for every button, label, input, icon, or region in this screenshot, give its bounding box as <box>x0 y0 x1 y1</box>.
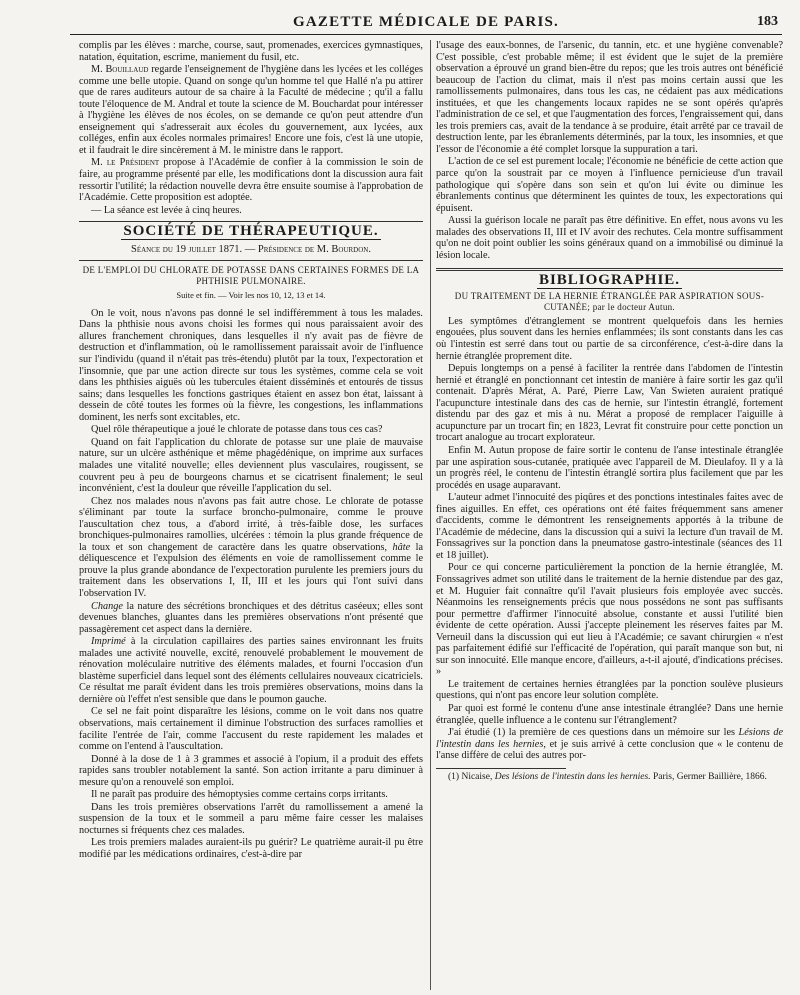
footnote-text: Paris, Germer Baillière, 1866. <box>650 771 767 782</box>
emphasis: hâte <box>392 541 411 553</box>
paragraph: Quand on fait l'application du chlorate de potasse sur une plaie de mauvaise nature, sur un ulcère asthénique et même phagédénique, on imprime aux surfaces malades une vitalité nouvelle; elles deviennent plus vasculaires, rougissent, se couvrent peu à peu de bourgeons charnus et se cicatrisent finalement; le seul inconvénient, c'est la douleur que réveille l'application du sel. <box>79 436 423 495</box>
section-title <box>436 272 783 289</box>
paragraph-text: , et je suis arrivé à cette conclusion que « le contenu de l'anse diffère de celui des autres por- <box>436 738 783 762</box>
paragraph-text: propose à l'Académie de confier à la commission le soin de faire, au programme présenté par elle, les modifications dont la discussion aura fait ressortir l'utilité; la rédaction nouvelle devra être ensuite soumise à l'approbation de l'Académie. Cette proposition est adoptée. <box>79 157 423 204</box>
paragraph-text: J'ai étudié (1) la première de ces questions dans un mémoire sur les <box>448 727 739 739</box>
paragraph: Dans les trois premières observations l'arrêt du ramollissement a amené la suspension de la toux et le sommeil a paru même faire cesser les malaises nocturnes si fréquents chez ces malades. <box>79 801 423 836</box>
paragraph: — La séance est levée à cinq heures. <box>91 204 242 216</box>
paragraph: On le voit, nous n'avons pas donné le sel indifféremment à tous les malades. Dans la phthisie nous avons choisi les formes qui nous paraissaient avoir des allures franchement chroniques, dans lesquelles il n'y avait pas de fièvre de destruction et d'inflammation, où le ramollissement paraissait avoir de l'influence sur l'individu (quand il n'était pas très-étendu) plutôt par la toux, l'expectoration et l'insomnie, que par une action directe sur tous les systèmes, comme cela se voit dans les phthisies aiguës où les tubercules étaient disséminés et entourés de tissus sains; dans lesquelles les fonctions gastriques étaient en assez bon état, laissant à dessein de côté toutes les formes où la fièvre, les congestions, les inflammations dominent, les nerfs sont excitables, etc. <box>79 307 423 423</box>
paragraph <box>79 64 423 156</box>
paragraph-text: regarde l'enseignement de l'hygiène dans les lycées et les colléges comme une belle utopie. Quand on songe qu'un homme tel que Hallé n'a pu attirer que de rares auditeurs autour de sa chaire à la Faculté de médecine ; qu'il a fallu toute l'éloquence de M. Andral et toute la science de M. Bouchardat pour intéresser à l'hygiène les élèves de nos écoles, on se demande ce qu'on peut attendre d'un enseignement qui s'adresserait aux écoles du gouvernement, aux lycées, aux colléges, enfin aux écoles normales primaires! Encore une fois, c'est là une utopie, et il faudrait le dire sincèrement à M. le ministre dans le rapport. <box>79 64 423 156</box>
paragraph: L'auteur admet l'innocuité des piqûres et des ponctions intestinales faites avec de fines aiguilles. En effet, ces opérations ont été faites fréquemment sans amener d'accidents, comme le démontrent les renseignements apportés à la tribune de l'Académie de médecine, dans la discussion qui a suivi la lecture d'un travail de M. Fonssagrives sur la ponction dans la pneumatose gastro-intestinale (séances des 11 et 18 juillet). <box>436 492 783 561</box>
speaker-name: M. le Président <box>91 157 160 169</box>
page-header <box>70 12 782 35</box>
paragraph: Donné à la dose de 1 à 3 grammes et associé à l'opium, il a produit des effets rapides sans troubler notablement la santé. Son action irritante a paru diminuer à mesure qu'on a renouvelé son emploi. <box>79 753 423 788</box>
article-title: DE L'EMPLOI DU CHLORATE DE POTASSE DANS CERTAINES FORMES DE LA PHTHISIE PULMONAIRE. <box>82 265 420 287</box>
emphasis: Lésions de l'intestin dans les hernies <box>436 727 783 750</box>
continuation-note: Suite et fin. — Voir les nos 10, 12, 13 et 14. <box>176 290 326 301</box>
paragraph: Les symptômes d'étranglement se montrent quelquefois dans les hernies engouées, plus souvent dans les hernies enflammées; ils sont constants dans les cas où l'intestin est serré dans tout ou partie de sa circonférence, c'est-à-dire dans la hernie étranglée proprement dite. <box>436 315 783 362</box>
paragraph <box>436 727 783 762</box>
speaker-name: M. Bouillaud <box>91 64 149 76</box>
paragraph: Le traitement de certaines hernies étranglées par la ponction soulève plusieurs questions, qui n'ont pas encore leur solution complète. <box>436 678 783 702</box>
paragraph: Enfin M. Autun propose de faire sortir le contenu de l'anse intestinale étranglée par une aspiration sous-cutanée, pratiquée avec l'appareil de M. Dieulafoy. Il y a là un progrès réel, le contenu de l'intestin étranglé sortira plus facilement que par les procédés en usage auparavant. <box>436 444 783 491</box>
paragraph: L'action de ce sel est purement locale; l'économie ne bénéficie de cette action que parce qu'on la soustrait par ce moyen à l'influence pernicieuse d'un travail pathologique qui s'opère dans son sein et qu'on lui évite ou diminue les ébranlements continus que déterminent les quintes de toux, les expectorations qui épuisent. <box>436 156 783 214</box>
paragraph <box>79 496 423 600</box>
session-line-text: Séance du 19 juillet 1871. — Présidence de M. Bourdon. <box>131 243 371 255</box>
paragraph: Par quoi est formé le contenu d'une anse intestinale étranglée? Dans une hernie étranglée, quelle influence a le contenu sur l'étranglement? <box>436 702 783 726</box>
article-title: DU TRAITEMENT DE LA HERNIE ÉTRANGLÉE PAR ASPIRATION SOUS-CUTANÉE; par le docteur Autun. <box>454 290 765 312</box>
left-column <box>79 40 423 990</box>
emphasis: Imprimé <box>91 636 126 648</box>
section-title <box>79 223 423 240</box>
page-number: 183 <box>757 14 778 29</box>
journal-title: GAZETTE MÉDICALE DE PARIS. <box>293 14 559 30</box>
emphasis: Change <box>91 600 123 612</box>
paragraph: Depuis longtemps on a pensé à faciliter la rentrée dans l'abdomen de l'intestin hernié et étranglé en ponctionnant cet intestin de manière à faire sortir les gaz qu'il contenait. D'après Mérat, A. Paré, Pierre Law, Van Swieten auraient pratiqué l'acupuncture intestinale dans des cas de hernie, sur l'intestin étranglé, fortement distendu par des gaz et mis à nu. Mérat a proposé de remplacer l'aiguille à acupuncture par un trocart fin; en 1823, Levrat fit construire pour cette ponction un trocart analogue au trocart explorateur. <box>436 363 783 444</box>
paragraph-text: la déliquescence et l'expulsion des éléments en voie de ramollissement comme le prouve la plus grande abondance de l'expectoration purulente les premiers jours du traitement dans les observations I, II, III et les jours qui l'ont suivi dans l'observation IV. <box>79 541 423 599</box>
paragraph <box>79 636 423 705</box>
paragraph: Les trois premiers malades auraient-ils pu guérir? Le quatrième aurait-il pu être modifié par les médications ordinaires, c'est-à-dire par <box>79 837 423 860</box>
paragraph: Ce sel ne fait point disparaître les lésions, comme on le voit dans nos quatre observations, mais certainement il diminue l'obstruction des surfaces ramollies et facilite l'entrée de l'air, comme l'accusent du reste rapidement les malades et comme on l'entend à l'auscultation. <box>79 706 423 753</box>
paragraph: Il ne paraît pas produire des hémoptysies comme certains corps irritants. <box>91 789 388 801</box>
footnote <box>436 772 783 783</box>
session-line <box>79 244 423 256</box>
footnote-title: Des lésions de l'intestin dans les hernies. <box>494 771 651 782</box>
paragraph <box>79 157 423 203</box>
column-divider <box>430 40 431 990</box>
paragraph-text: à la circulation capillaires des parties saines environnant les fruits malades une activité nouvelle, excité, renouvelé probablement le mouvement de rénovation moléculaire nutritive des éléments malades, et fourni l'occasion d'un blastème superficiel dans lequel sont des éléments cellulaires nouveaux cicatriciels. Ce résultat me paraît évident dans les trois premières observations, moins dans la dernière où l'effet n'est sensible que dans le poumon gauche. <box>79 636 423 705</box>
paragraph-text: Chez nos malades nous n'avons pas fait autre chose. Le chlorate de potasse s'éliminant par toute la surface broncho-pulmonaire, comme le prouve l'auscultation chez tous, a d'abord irrité, à très-faible dose, les surfaces bronchiques-pulmonaires ramollies, ulcérées : témoin la plus grande fréquence de la toux et son changement de caractère dans les quatre observations, <box>79 495 423 553</box>
paragraph: complis par les élèves : marche, course, saut, promenades, exercices gymnastiques, natation, équitation, escrime, maniement du fusil, etc. <box>79 40 423 63</box>
footnote-text: (1) Nicaise, <box>448 771 495 782</box>
paragraph: Quel rôle thérapeutique a joué le chlorate de potasse dans tous ces cas? <box>91 424 383 436</box>
paragraph-text: la nature des sécrétions bronchiques et des détritus caséeux; elles sont devenues blanches, gluantes dans les premières observations n'ont présenté que passagèrement cet aspect dans la dernière. <box>79 600 423 635</box>
paragraph <box>79 601 423 636</box>
section-title-text: BIBLIOGRAPHIE. <box>538 272 681 289</box>
paragraph: Aussi la guérison locale ne paraît pas être définitive. En effet, nous avons vu les malades des observations II, III et IV avoir des rechutes. Cela montre suffisamment qu'on ne doit point oublier les soins généraux quand on a immobilisé ou diminué la lésion locale. <box>436 215 783 261</box>
paragraph: l'usage des eaux-bonnes, de l'arsenic, du tannin, etc. et une hygiène convenable? C'est possible, c'est probable même; il est évident que le sujet de la première observation a éprouvé un grand bien-être du repos; que les trois autres ont bénéficié beaucoup de l'action du climat, mais il n'est pas moins certain aussi que les ramollissements pulmonaires, dans tous les cas, ne cédaient pas aux médications instituées, et que les changements locaux rapides ne se sont opérés qu'après l'administration de ce sel, et que l'augmentation des forces, l'engraissement qui, dans les trois premiers cas, avait de la tendance à se produire, était arrêté par ce travail de destruction lente, par les ébranlements déterminés, par la toux, les insomnies, et que l'essor de l'économie a été complet lorsque la suppuration a tari. <box>436 40 783 155</box>
section-separator <box>436 268 783 271</box>
paragraph: Pour ce qui concerne particulièrement la ponction de la hernie étranglée, M. Fonssagrives admet son utilité dans le traitement de la hernie distendue par des gaz, et M. Huguier fait connaître qu'il l'avait plusieurs fois employée avec succès. Néanmoins les renseignements précis que nous possédons ne sont pas suffisants pour permettre d'affirmer l'innocuité absolue, constante et aussi l'utilité bien évidente de cette opération. Aussi j'accepte pleinement les réserves faites par M. Verneuil dans la discussion qui eut lieu à l'Académie; ce savant chirurgien « n'est pas parfaitement édifié sur l'efficacité de l'opération, qui paraît manque son but, ni sur son innocuité. Elle manque encore, d'ailleurs, a-t-il ajouté, d'indications précises. » <box>436 562 783 678</box>
right-column <box>436 40 783 990</box>
section-title-text: SOCIÉTÉ DE THÉRAPEUTIQUE. <box>123 223 379 240</box>
footnote-rule <box>436 768 566 769</box>
separator <box>79 260 423 261</box>
